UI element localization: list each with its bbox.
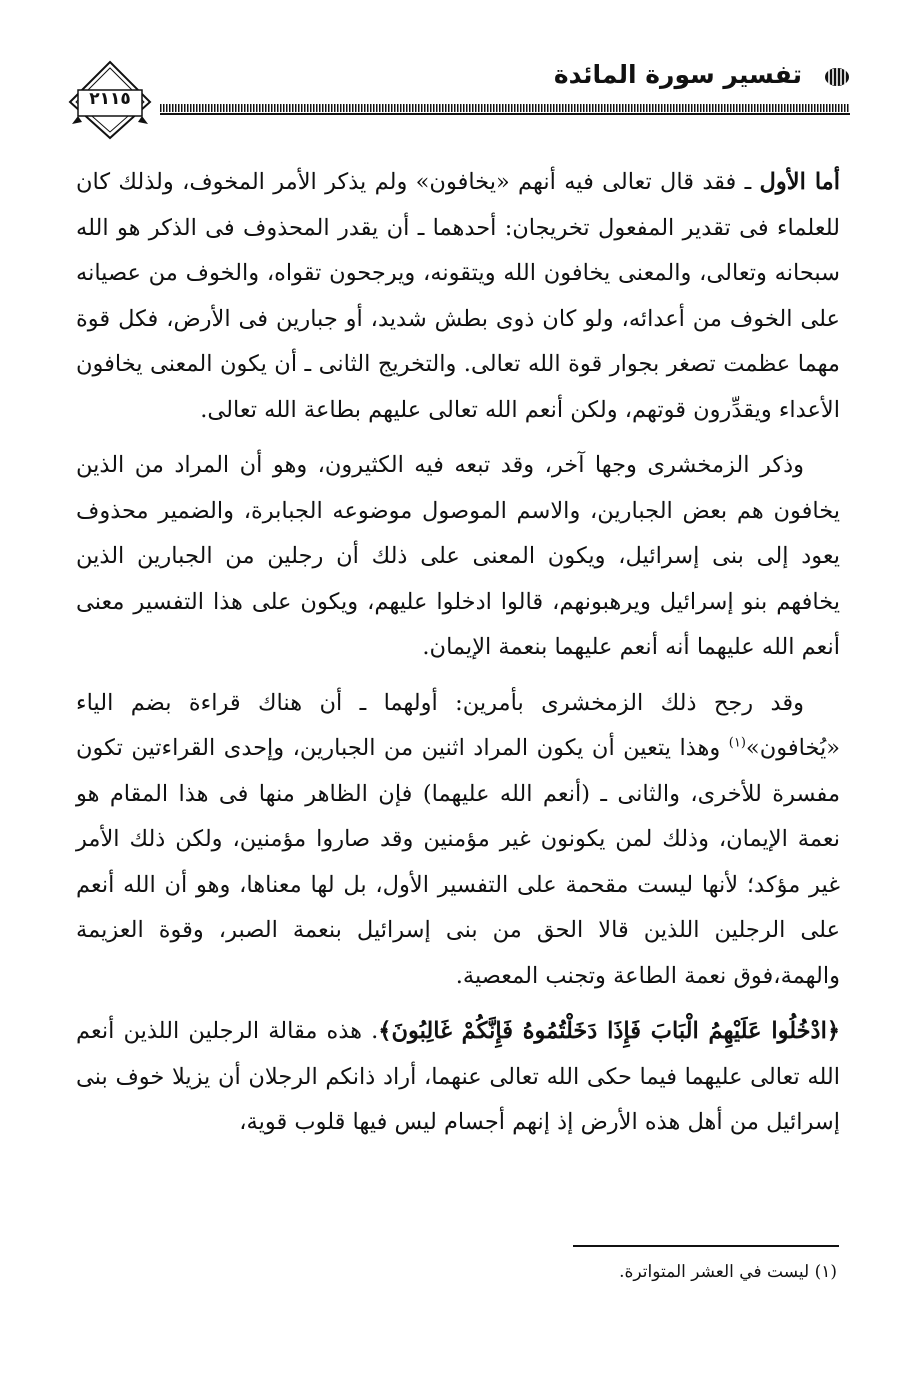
paragraph-1: [76, 160, 840, 433]
main-text: [76, 160, 840, 1156]
header-rule: [160, 104, 850, 112]
paragraph-text: ـ فقد قال تعالى فيه أنهم «يخافون» ولم يذكر الأمر المخوف، ولذلك كان للعلماء فى تقدير المفعول تخريجان: أحدهما ـ أن يقدر المحذوف فى الذكر هو الله سبحانه وتعالى، والمعنى يخافون الله ويتقونه، ويرجحون تقواه، والخوف من عصيانه على الخوف من أعدائه، ولو كان ذوى بطش شديد، أو جبارين فى الأرض، فكل قوة مهما عظمت تصغر بجوار قوة الله تعالى. والتخريج الثانى ـ أن يكون المعنى يخافون الأعداء ويقدِّرون قوتهم، ولكن أنعم الله تعالى عليهم بطاعة الله تعالى.: [76, 169, 840, 423]
footnote: (١) ليست في العشر المتواترة.: [619, 1262, 837, 1282]
paragraph-2: وذكر الزمخشرى وجها آخر، وقد تبعه فيه الكثيرون، وهو أن المراد من الذين يخافون هم بعض الجبارين، والاسم الموصول موضوعه الجبابرة، والضمير محذوف يعود إلى بنى إسرائيل، ويكون المعنى على ذلك أن رجلين من الجبارين الذين يخافهم بنو إسرائيل ويرهبونهم، قالوا ادخلوا عليهم، ويكون على هذا التفسير معنى أنعم الله عليهما أنه أنعم عليهما بنعمة الإيمان.: [76, 452, 840, 660]
fleuron-icon: [824, 66, 850, 88]
quran-verse: ﴿ادْخُلُوا عَلَيْهِمُ الْبَابَ فَإِذَا دَخَلْتُمُوهُ فَإِنَّكُمْ غَالِبُونَ﴾: [378, 1018, 841, 1044]
footnote-reference[interactable]: (١): [728, 735, 746, 751]
paragraph-text: . هذه مقالة الرجلين اللذين أنعم الله تعالى عليهما فيما حكى الله تعالى عنهما، أراد ذانكم الرجلان أن يزيلا خوف بنى إسرائيل من أهل هذه الأرض إذ إنهم أجسام ليس فيها قلوب قوية،: [76, 1018, 840, 1135]
paragraph-4: [76, 1009, 840, 1146]
running-title: تفسير سورة المائدة: [553, 60, 802, 89]
paragraph-lead: أما الأول: [759, 169, 840, 195]
page-number-badge: [60, 50, 160, 140]
paragraph-text: وهذا يتعين أن يكون المراد اثنين من الجبارين، وإحدى القراءتين تكون مفسرة للأخرى، والثانى ـ (أنعم الله عليهما) فإن الظاهر منها فى هذا المقام هو نعمة الإيمان، وذلك لمن يكونون غير مؤمنين وقد صاروا مؤمنين، ولكن ذلك الأمر غير مؤكد؛ لأنها ليست مقحمة على التفسير الأول، بل لها معناها، وهو أن الله أنعم على الرجلين اللذين قالا الحق من بنى إسرائيل بنعمة الصبر، وقوة العزيمة والهمة،فوق نعمة الطاعة وتجنب المعصية.: [76, 735, 840, 989]
header-rule-line: [160, 113, 850, 115]
page-header: [60, 50, 850, 140]
footnote-separator: [573, 1245, 839, 1247]
page-number: ٢١١٥: [89, 89, 131, 109]
paragraph-3: [76, 681, 840, 1000]
paragraph-text: وقد رجح ذلك الزمخشرى بأمرين: أولهما ـ أن هناك قراءة بضم الياء «يُخافون»: [76, 689, 840, 761]
